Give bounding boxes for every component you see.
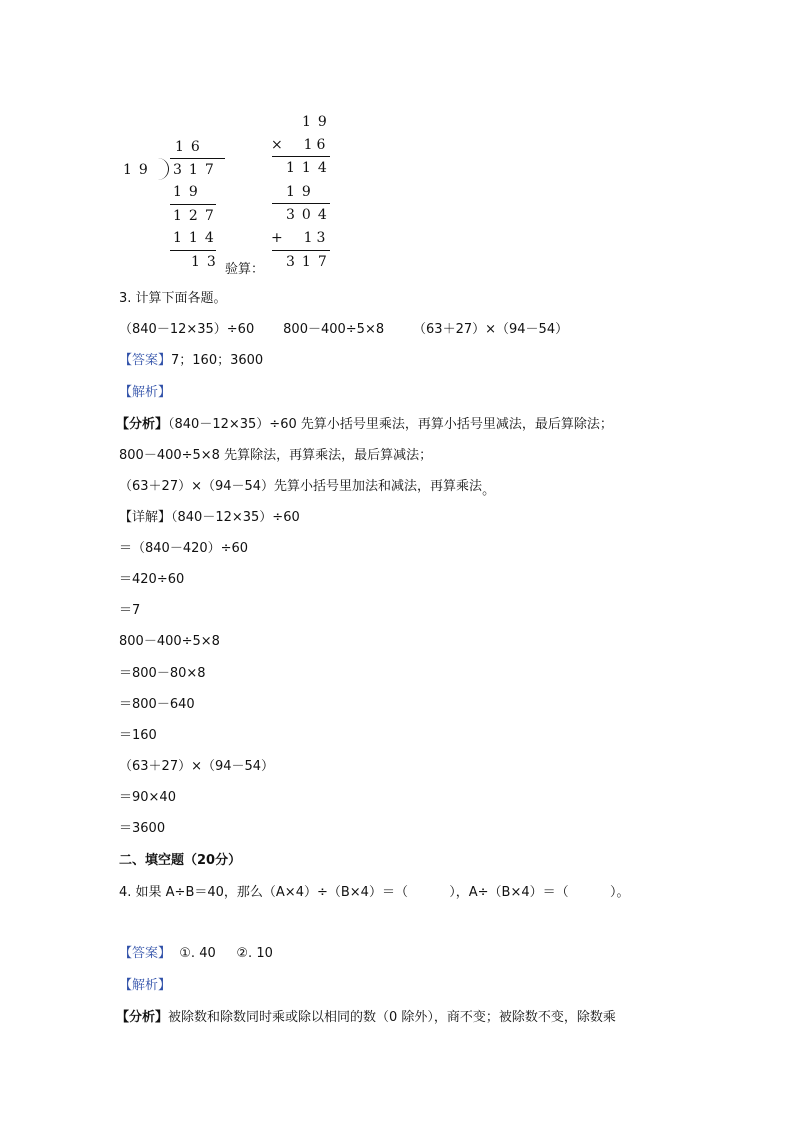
verification-result: 317 <box>286 254 334 270</box>
verification-multiplier: × 16 <box>271 137 330 153</box>
division-quotient: 16 <box>175 139 207 155</box>
q3-step: ＝800－640 <box>119 697 195 712</box>
verification-top: 19 <box>302 114 334 130</box>
q3-step: （63＋27）×（94－54） <box>119 759 275 774</box>
q3-step: ＝90×40 <box>119 790 176 805</box>
answer-label: 【答案】 <box>119 353 172 368</box>
division-remainder: 13 <box>191 254 223 270</box>
q3-xiangjie <box>119 510 300 526</box>
division-step1: 19 <box>173 184 205 200</box>
fenxi-label: 【分析】 <box>116 1010 169 1025</box>
fenxi-3-text: （63＋27）×（94－54）先算小括号里加法和减法，再算乘法 <box>119 479 483 494</box>
verification-add: + 13 <box>271 230 330 246</box>
fenxi-label: 【分析】 <box>116 417 169 432</box>
verification-partial2: 19 <box>286 184 318 200</box>
division-dividend: 317 <box>173 162 221 178</box>
q4-answer <box>119 946 273 962</box>
division-step3: 114 <box>173 230 221 246</box>
fenxi-text: （840－12×35）÷60 先算小括号里乘法，再算小括号里减法，最后算除法； <box>168 417 613 432</box>
verification-rule-1 <box>272 156 330 157</box>
division-divisor: 19 <box>123 162 155 178</box>
q3-jiexi: 【解析】 <box>119 385 172 400</box>
verification-product: 304 <box>286 207 334 223</box>
q4-jiexi: 【解析】 <box>119 978 172 993</box>
q3-title: 3. 计算下面各题。 <box>119 291 227 306</box>
q4-text: 4. 如果 A÷B＝40，那么（A×4）÷（B×4）＝（ ），A÷（B×4）＝（ ）。 <box>119 885 630 900</box>
q3-answer <box>119 353 263 369</box>
division-bracket <box>158 158 169 180</box>
q3-fenxi-2: 800－400÷5×8 先算除法，再算乘法，最后算减法； <box>119 448 433 463</box>
verification-rule-2 <box>272 203 330 204</box>
xiangjie-first: （840－12×35）÷60 <box>171 510 300 525</box>
division-bar <box>170 158 225 159</box>
q3-step: ＝3600 <box>119 821 166 836</box>
q3-step: ＝800－80×8 <box>119 666 206 681</box>
q3-step: ＝（840－420）÷60 <box>119 541 249 556</box>
division-rule-2 <box>170 250 216 251</box>
answer-value: 7；160；3600 <box>171 353 264 368</box>
answer-value: ①. 40 ②. 10 <box>171 946 273 961</box>
q3-expressions: （840－12×35）÷60 800－400÷5×8 （63＋27）×（94－54） <box>119 322 569 337</box>
section-2-title: 二、填空题（20分） <box>119 853 242 868</box>
q3-fenxi-1 <box>116 417 613 433</box>
q3-step: ＝7 <box>119 603 141 618</box>
verification-partial1: 114 <box>286 160 334 176</box>
fenxi-3-end: 。 <box>482 483 496 498</box>
verification-label: 验算： <box>225 262 265 277</box>
fenxi-text: 被除数和除数同时乘或除以相同的数（0 除外），商不变；被除数不变，除数乘 <box>168 1010 616 1025</box>
q3-step: 800－400÷5×8 <box>119 634 220 649</box>
q4-fenxi <box>116 1010 616 1026</box>
answer-label: 【答案】 <box>119 946 172 961</box>
division-step2: 127 <box>173 208 221 224</box>
q3-step: ＝160 <box>119 728 157 743</box>
division-rule-1 <box>170 204 216 205</box>
q3-step: ＝420÷60 <box>119 572 185 587</box>
verification-rule-3 <box>272 250 330 251</box>
xiangjie-label: 【详解】 <box>119 510 172 525</box>
q3-fenxi-3 <box>119 479 496 498</box>
